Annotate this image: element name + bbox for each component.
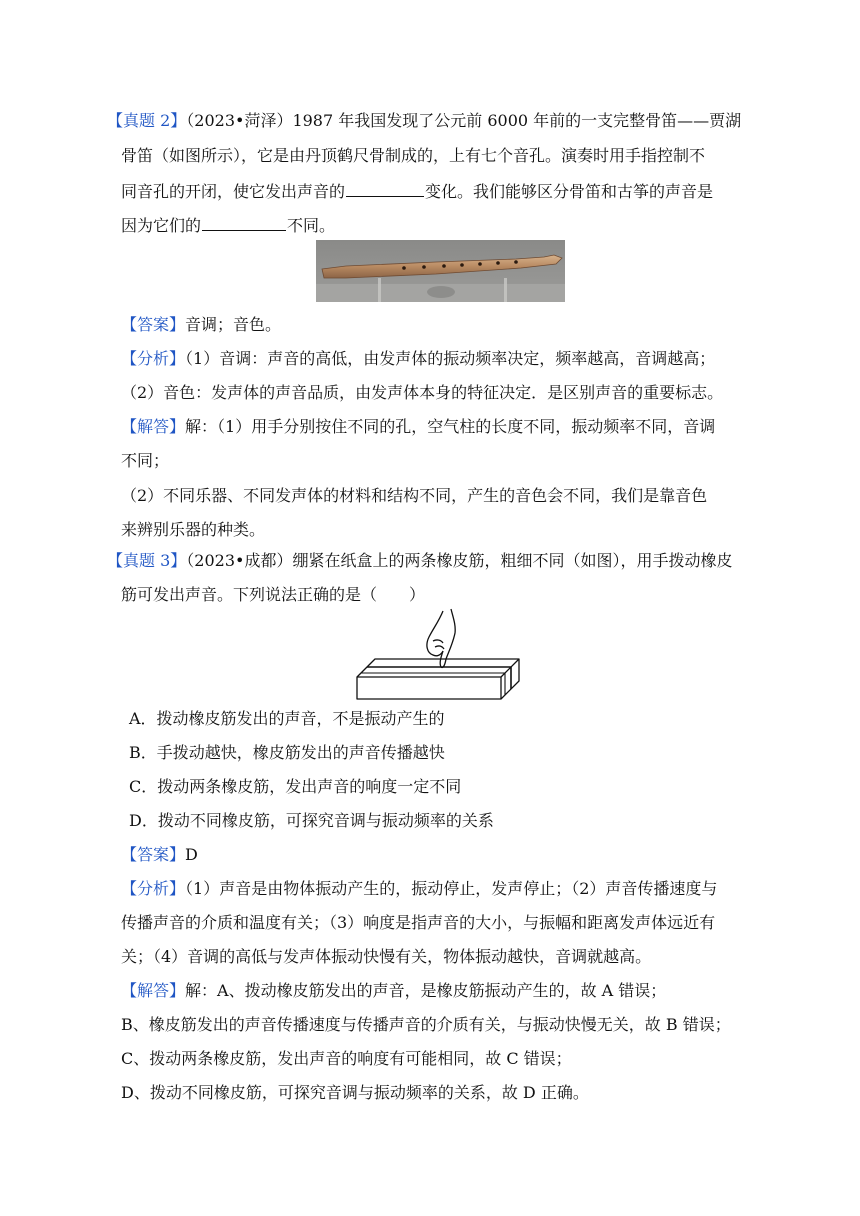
q2-solution-tag: 【解答】 [121,417,186,436]
q3-analysis-tag: 【分析】 [121,879,186,898]
q3-solution-text-1: 解：A、拨动橡皮筋发出的声音，是橡皮筋振动产生的，故 A 错误； [185,981,667,1000]
q3-answer [121,844,198,866]
q2-answer-tag: 【答案】 [121,315,186,334]
q2-answer-text: 音调；音色。 [185,315,282,334]
q3-option-a: A．拨动橡皮筋发出的声音，不是振动产生的 [129,709,445,728]
q2-analysis-1 [121,348,715,370]
q3-stem-2: 筋可发出声音。下列说法正确的是（ ） [121,585,426,604]
q2-solution-text-1: 解：（1）用手分别按住不同的孔，空气柱的长度不同，振动频率不同，音调 [185,417,716,436]
q3-answer-tag: 【答案】 [121,845,186,864]
q3-solution-2: B、橡皮筋发出的声音传播速度与传播声音的介质有关，与振动快慢无关，故 B 错误； [121,1015,731,1034]
q2-solution-4: 来辨别乐器的种类。 [121,520,266,539]
q2-stem-3a: 同音孔的开闭，使它发出声音的 [121,182,346,201]
q3-analysis-1 [121,878,717,900]
q2-solution-2: 不同； [121,451,170,470]
q3-analysis-text-1: （1）声音是由物体振动产生的，振动停止，发声停止；（2）声音传播速度与 [185,879,718,898]
q2-analysis-2: （2）音色：发声体的声音品质，由发声体本身的特征决定．是区别声音的重要标志。 [121,383,724,402]
q2-tag: 【真题 2】 [107,111,187,130]
q2-analysis-text-1: （1）音调：声音的高低，由发声体的振动频率决定，频率越高，音调越高； [185,349,716,368]
q3-option-b: B．手拨动越快，橡皮筋发出的声音传播越快 [129,743,445,762]
q2-solution-3: （2）不同乐器、不同发声体的材料和结构不同，产生的音色会不同，我们是靠音色 [121,486,708,505]
q2-stem-3b: 变化。我们能够区分骨笛和古筝的声音是 [425,182,714,201]
q3-solution-1 [121,980,666,1002]
q3-analysis-2: 传播声音的介质和温度有关；（3）响度是指声音的大小，与振幅和距离发声体远近有 [121,913,716,932]
q2-stem-2: 骨笛（如图所示），它是由丹顶鹤尺骨制成的，上有七个音孔。演奏时用手指控制不 [121,146,706,165]
q2-stem-4a: 因为它们的 [121,216,202,235]
q2-blank-2 [202,214,286,231]
q2-solution-1 [121,416,715,438]
q2-analysis-tag: 【分析】 [121,349,186,368]
q3-solution-4: D、拨动不同橡皮筋，可探究音调与振动频率的关系，故 D 正确。 [121,1083,589,1102]
bone-flute-image [316,240,565,302]
q3-tag: 【真题 3】 [107,551,187,570]
q3-answer-text: D [185,845,198,864]
q3-solution-tag: 【解答】 [121,981,186,1000]
q3-analysis-3: 关；（4）音调的高低与发声体振动快慢有关，物体振动越快，音调就越高。 [121,947,652,966]
q2-answer [121,314,281,336]
rubber-band-box-image [355,607,521,703]
q2-line-1 [107,110,741,132]
q2-stem-1: （2023•菏泽）1987 年我国发现了公元前 6000 年前的一支完整骨笛——贾湖 [186,111,742,130]
q3-option-d: D．拨动不同橡皮筋，可探究音调与振动频率的关系 [129,811,494,830]
q2-stem-4b: 不同。 [287,216,336,235]
q3-option-c: C．拨动两条橡皮筋，发出声音的响度一定不同 [129,777,462,796]
q2-line-3 [121,180,713,203]
q2-blank-1 [346,180,424,197]
q3-line-1 [107,550,732,572]
q3-solution-3: C、拨动两条橡皮筋，发出声音的响度有可能相同，故 C 错误； [121,1049,572,1068]
q3-stem-1: （2023•成都）绷紧在纸盒上的两条橡皮筋，粗细不同（如图），用手拨动橡皮 [186,551,733,570]
q2-line-4 [121,214,335,237]
